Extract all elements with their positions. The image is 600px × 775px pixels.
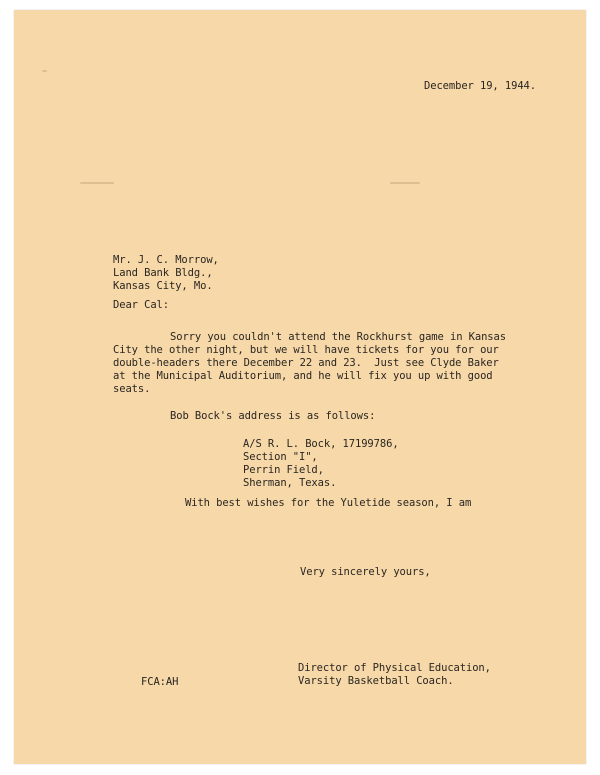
letter-sheet [14, 10, 586, 764]
address-line: Section "I", [243, 451, 318, 463]
paper-speck [80, 182, 114, 184]
recipient-line: Kansas City, Mo. [113, 280, 213, 292]
title-line: Director of Physical Education, [298, 662, 491, 674]
paper-speck [390, 182, 420, 184]
paragraph-line: at the Municipal Auditorium, and he will fix you up with good [113, 370, 493, 382]
address-line: Perrin Field, [243, 464, 324, 476]
title-line: Varsity Basketball Coach. [298, 675, 454, 687]
address-line: A/S R. L. Bock, 17199786, [243, 438, 399, 450]
salutation: Dear Cal: [113, 299, 169, 311]
paragraph-line: seats. [113, 383, 151, 395]
paper-speck [42, 70, 47, 72]
paragraph-line: double-headers there December 22 and 23. Just see Clyde Baker [113, 357, 499, 369]
paragraph-line: Sorry you couldn't attend the Rockhurst game in Kansas [170, 331, 506, 343]
paragraph-2-intro: Bob Bock's address is as follows: [170, 410, 376, 422]
closing-wish: With best wishes for the Yuletide season, I am [185, 497, 472, 509]
address-line: Sherman, Texas. [243, 477, 337, 489]
paragraph-line: City the other night, but we will have tickets for you for our [113, 344, 499, 356]
letter-date: December 19, 1944. [424, 80, 536, 92]
recipient-line: Mr. J. C. Morrow, [113, 254, 219, 266]
recipient-line: Land Bank Bldg., [113, 267, 213, 279]
complimentary-close: Very sincerely yours, [300, 566, 431, 578]
typist-initials: FCA:AH [141, 676, 179, 688]
